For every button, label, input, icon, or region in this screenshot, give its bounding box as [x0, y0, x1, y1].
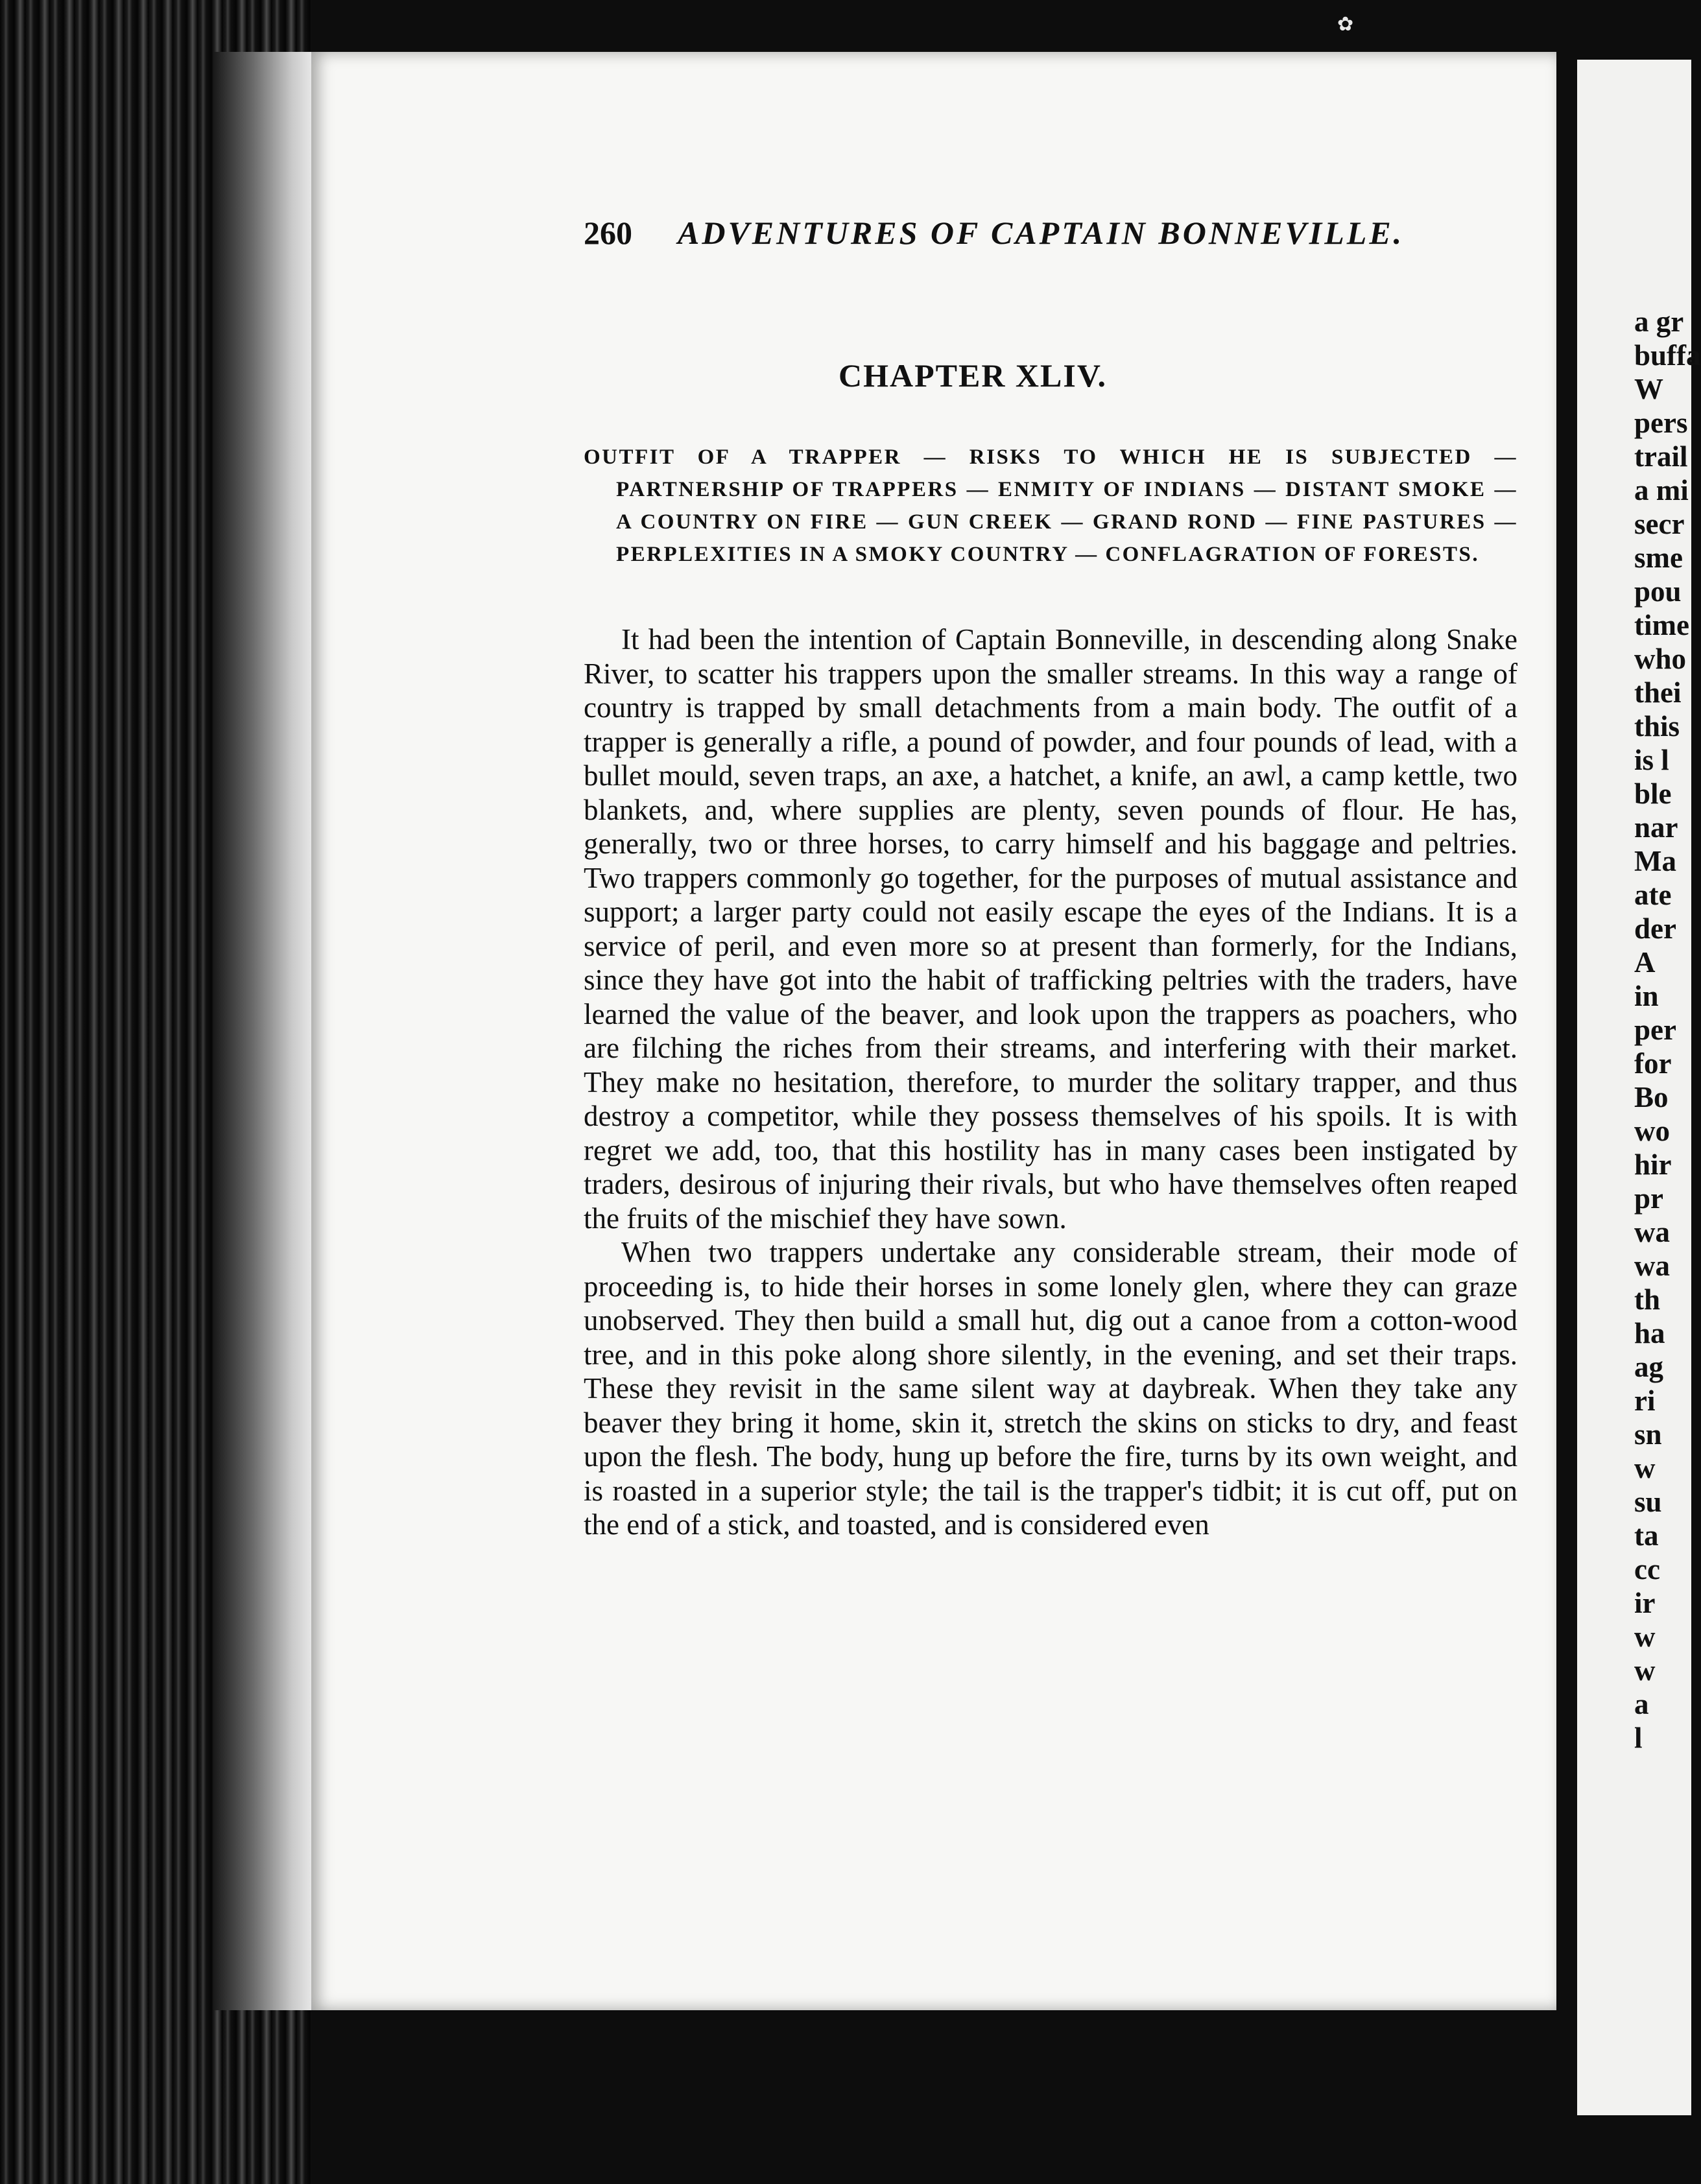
facing-page-fragment: su — [1634, 1486, 1662, 1518]
facing-page-fragment: pou — [1634, 575, 1682, 608]
facing-page-fragment: ir — [1634, 1587, 1656, 1619]
facing-page-fragment: a — [1634, 1688, 1649, 1720]
facing-page-fragment: time — [1634, 609, 1689, 641]
facing-page-fragment: ate — [1634, 879, 1672, 911]
facing-page-fragment: W — [1634, 373, 1663, 405]
chapter-summary: OUTFIT OF A TRAPPER — RISKS TO WHICH HE IS SUBJECTED — PARTNERSHIP OF TRAPPERS — ENMITY OF INDIANS — DISTANT SMOKE — A COUNTRY ON FIRE — GUN CREEK — GRAND ROND — FINE PASTURES — PERPLEXITIES IN A SMOKY COUNTRY — CONFLAGRATION OF FORESTS. — [584, 445, 1517, 566]
facing-page-fragment: wa — [1634, 1216, 1670, 1248]
facing-page-fragment: l — [1634, 1722, 1643, 1754]
scan-artifact-icon: ✿ — [1337, 14, 1354, 35]
facing-page-fragment: sme — [1634, 541, 1683, 574]
facing-page-fragment: ha — [1634, 1317, 1665, 1349]
facing-page-fragment: w — [1634, 1654, 1656, 1687]
facing-page-fragment: hir — [1634, 1148, 1672, 1181]
facing-page-fragment: pers — [1634, 407, 1688, 439]
facing-page-fragment: is l — [1634, 744, 1669, 776]
facing-page-fragment: wo — [1634, 1115, 1670, 1147]
facing-page-fragment: th — [1634, 1283, 1661, 1316]
facing-page-fragment: who — [1634, 643, 1687, 675]
facing-page-fragment: w — [1634, 1452, 1656, 1484]
facing-page-fragment: A — [1634, 946, 1656, 979]
facing-page-fragment: cc — [1634, 1553, 1660, 1585]
facing-page — [1577, 60, 1701, 2115]
facing-page-fragment: buffa — [1634, 339, 1701, 372]
facing-page-fragment: a gr — [1634, 305, 1684, 338]
running-head — [584, 214, 1492, 252]
facing-page-fragment: w — [1634, 1620, 1656, 1653]
facing-page-fragment: Ma — [1634, 845, 1676, 877]
facing-page-fragment: in — [1634, 980, 1659, 1012]
facing-page-fragment: thei — [1634, 676, 1682, 709]
facing-page-fragment: this — [1634, 710, 1680, 742]
facing-page-fragment: der — [1634, 912, 1676, 945]
facing-page-fragment: ri — [1634, 1384, 1656, 1417]
facing-page-fragment: wa — [1634, 1250, 1670, 1282]
facing-page-fragment: pr — [1634, 1182, 1663, 1215]
facing-page-fragment: for — [1634, 1047, 1672, 1080]
facing-page-fragment: Bo — [1634, 1081, 1669, 1113]
paragraph: When two trappers undertake any considerable stream, their mode of proceeding is, to hide their horses in some lonely glen, where they can graze unobserved. They then build a small hut, dig out a canoe from a cotton-wood tree, and in this poke along shore silently, in the evening, and set their traps. These they revisit in the same silent way at daybreak. When they take any beaver they bring it home, skin it, stretch the skins on sticks to dry, and feast upon the flesh. The body, hung up before the fire, turns by its own weight, and is roasted in a superior style; the tail is the trapper's tidbit; it is cut off, put on the end of a stick, and toasted, and is considered even — [584, 1236, 1517, 1541]
paragraph: It had been the intention of Captain Bonneville, in descending along Snake River, to scatter his trappers upon the smaller streams. In this way a range of country is trapped by small detachments from a main body. The outfit of a trapper is generally a rifle, a pound of powder, and four pounds of lead, with a bullet mould, seven traps, an axe, a hatchet, a knife, an awl, a camp kettle, two blankets, and, where supplies are plenty, seven pounds of flour. He has, generally, two or three horses, to carry himself and his baggage and peltries. Two trappers commonly go together, for the purposes of mutual assistance and support; a larger party could not easily escape the eyes of the Indians. It is a service of peril, and even more so at present than formerly, for the Indians, since they have got into the habit of trafficking peltries with the traders, have learned the value of the beaver, and look upon the trappers as poachers, who are filching the riches from their streams, and interfering with their market. They make no hesitation, therefore, to murder the solitary trapper, and thus destroy a competitor, while they possess themselves of his spoils. It is with regret we add, too, that this hostility has in many cases been instigated by traders, desirous of injuring their rivals, but who have themselves often reaped the fruits of the mischief they have sown. — [584, 623, 1517, 1235]
body-text — [584, 623, 1517, 1542]
chapter-title: CHAPTER XLIV. — [838, 357, 1108, 394]
page-edge-shading — [214, 52, 311, 2010]
facing-page-fragment: per — [1634, 1014, 1676, 1046]
facing-page-fragment: ta — [1634, 1519, 1659, 1552]
page-gutter — [1556, 52, 1577, 2127]
facing-page-fragment: nar — [1634, 811, 1678, 844]
facing-page-fragment: a mi — [1634, 474, 1689, 506]
facing-page-fragment: ag — [1634, 1351, 1663, 1383]
facing-page-fragment: ble — [1634, 777, 1672, 810]
facing-page-fragment: trail — [1634, 440, 1688, 473]
page-number: 260 — [584, 215, 632, 251]
book-title: ADVENTURES OF CAPTAIN BONNEVILLE. — [678, 215, 1405, 251]
book-page — [311, 52, 1556, 2010]
book-fore-edge — [0, 0, 311, 2184]
facing-page-fragment: secr — [1634, 508, 1685, 540]
facing-page-fragment: sn — [1634, 1418, 1662, 1451]
